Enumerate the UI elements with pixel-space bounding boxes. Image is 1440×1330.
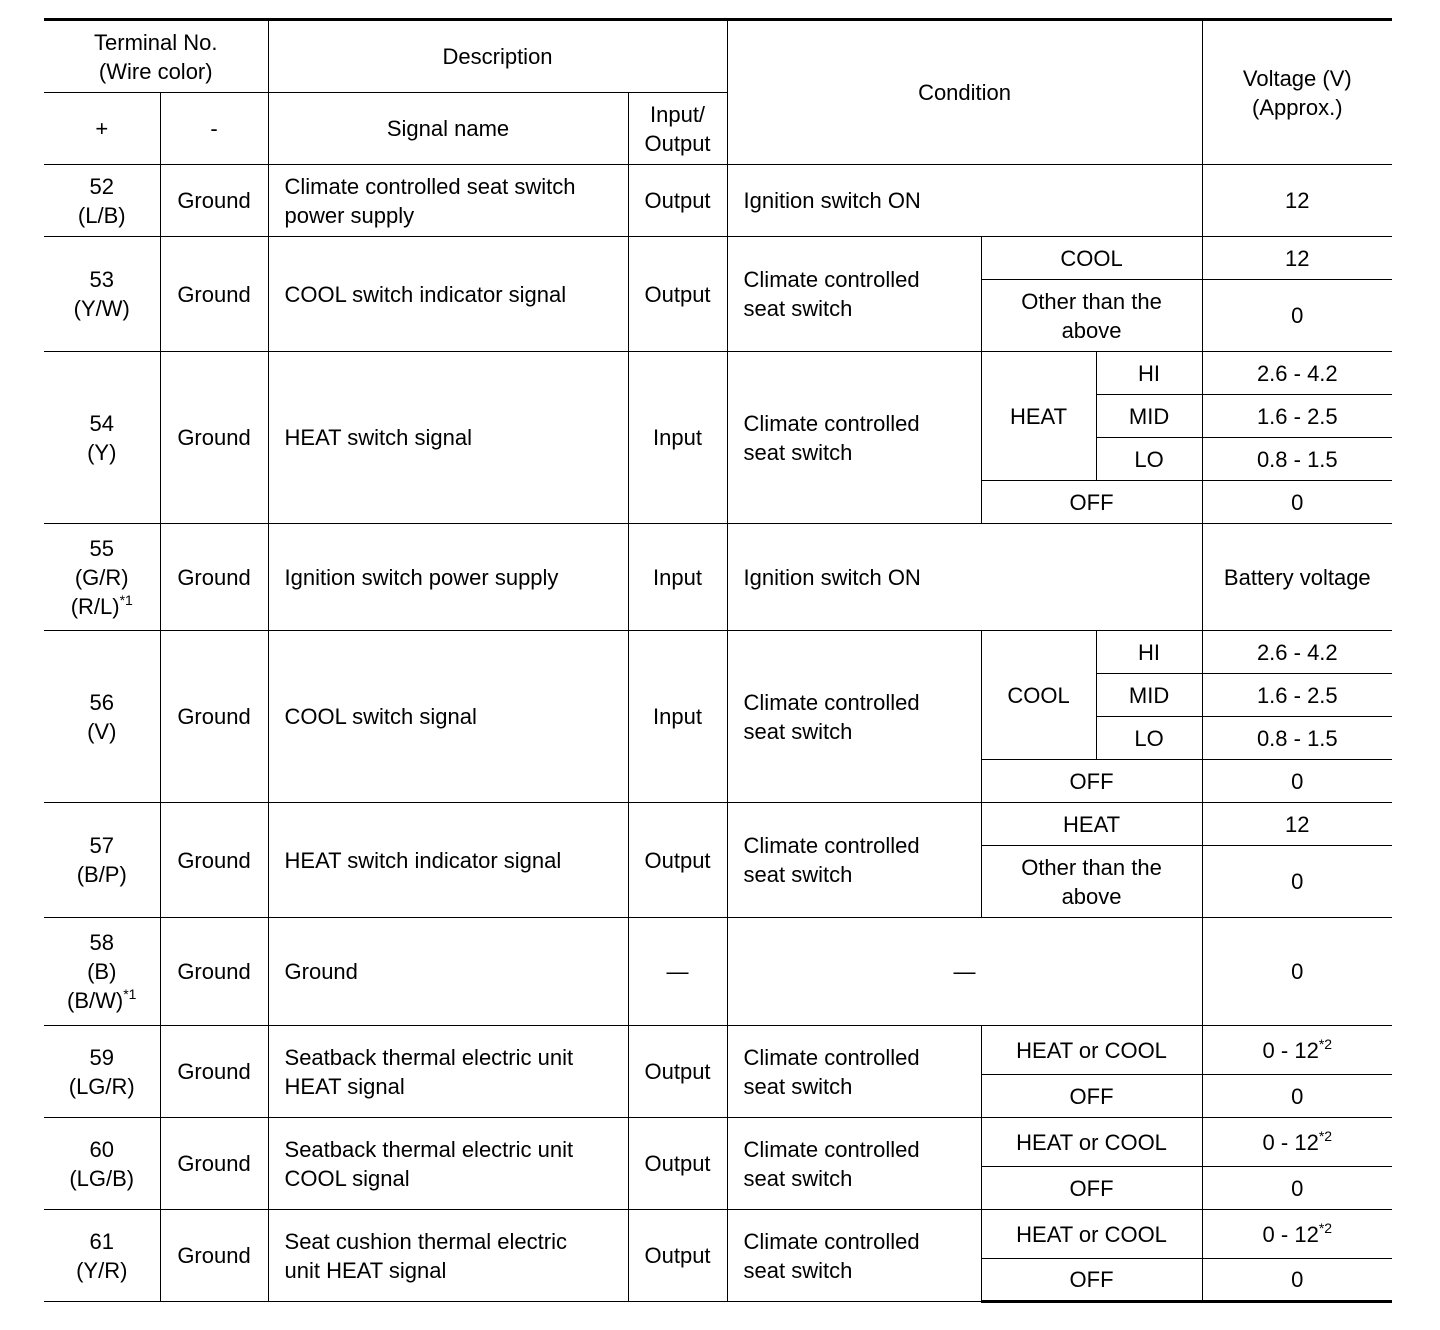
- voltage-cell: [1202, 1210, 1392, 1259]
- state-cell: OFF: [981, 481, 1202, 524]
- signal-name-line-2: unit HEAT signal: [284, 1257, 447, 1283]
- voltage-cell: [1202, 1118, 1392, 1167]
- signal-name-cell: COOL switch indicator signal: [268, 237, 628, 352]
- condition-text-line-2: seat switch: [743, 296, 853, 321]
- signal-name-cell: HEAT switch indicator signal: [268, 803, 628, 918]
- signal-name-cell: Ground: [268, 918, 628, 1026]
- io-header: [628, 93, 727, 165]
- terminal-cell: [44, 1026, 160, 1118]
- signal-name-cell: [268, 1026, 628, 1118]
- ground-cell: Ground: [160, 1026, 268, 1118]
- terminal-number: 52: [89, 173, 114, 199]
- condition-text-line-2: seat switch: [743, 718, 853, 744]
- table-row: [44, 1118, 1392, 1167]
- condition-cell: [727, 803, 981, 918]
- terminal-cell: [44, 237, 160, 352]
- condition-cell: Ignition switch ON: [727, 165, 1202, 237]
- terminal-number: 60: [89, 1136, 114, 1162]
- signal-name: Seatback thermal electric unit: [284, 1044, 574, 1070]
- state-cell: COOL: [981, 237, 1202, 280]
- approx-header-label: (Approx.): [1252, 94, 1343, 120]
- state-cell: OFF: [981, 1167, 1202, 1210]
- wire-color: (Y/R): [76, 1257, 128, 1283]
- condition-cell: [727, 237, 981, 352]
- terminal-header: [44, 20, 268, 93]
- signal-name-cell: [268, 165, 628, 237]
- state-cell: OFF: [981, 760, 1202, 803]
- terminal-number: 55: [89, 535, 114, 561]
- signal-name-header: Signal name: [268, 93, 628, 165]
- level-cell: MID: [1096, 395, 1202, 438]
- terminal-cell: [44, 1210, 160, 1302]
- voltage-cell: 0: [1202, 846, 1392, 918]
- voltage-cell: [1202, 1026, 1392, 1075]
- io-cell: Output: [628, 237, 727, 352]
- voltage-cell: 0: [1202, 280, 1392, 352]
- level-cell: LO: [1096, 717, 1202, 760]
- table-row: [44, 918, 1392, 1026]
- ground-cell: Ground: [160, 631, 268, 803]
- terminal-cell: [44, 524, 160, 631]
- terminal-number: 59: [89, 1044, 114, 1070]
- terminal-header-label: Terminal No.: [94, 29, 218, 55]
- signal-name-cell: COOL switch signal: [268, 631, 628, 803]
- mode-cell: COOL: [981, 631, 1096, 760]
- io-cell: Input: [628, 352, 727, 524]
- terminal-cell: [44, 918, 160, 1026]
- voltage-cell: 0: [1202, 760, 1392, 803]
- ground-cell: Ground: [160, 165, 268, 237]
- io-cell: Output: [628, 165, 727, 237]
- voltage-cell: 0: [1202, 1167, 1392, 1210]
- voltage-cell: 0: [1202, 481, 1392, 524]
- table-row: [44, 631, 1392, 674]
- io-cell: Output: [628, 1210, 727, 1302]
- state-cell: HEAT or COOL: [981, 1210, 1202, 1259]
- wire-color: (LG/R): [68, 1073, 135, 1099]
- wire-color: (Y/W): [73, 296, 130, 321]
- io-cell: Output: [628, 1026, 727, 1118]
- state-text-line-2: above: [1061, 317, 1122, 343]
- condition-cell: —: [727, 918, 1202, 1026]
- terminal-number: 61: [89, 1228, 114, 1254]
- condition-text-line-2: seat switch: [743, 1073, 853, 1099]
- state-cell: [981, 846, 1202, 918]
- wire-color: (V): [87, 718, 117, 744]
- level-cell: LO: [1096, 438, 1202, 481]
- level-cell: MID: [1096, 674, 1202, 717]
- signal-name-cell: Ignition switch power supply: [268, 524, 628, 631]
- condition-text-line-2: seat switch: [743, 862, 853, 887]
- io-cell: Input: [628, 524, 727, 631]
- condition-cell: Ignition switch ON: [727, 524, 1202, 631]
- wire-color-alt-text: (B/W): [67, 988, 124, 1013]
- condition-text: Climate controlled: [743, 267, 920, 292]
- footnote-mark: *2: [1318, 1035, 1333, 1052]
- voltage-value: 0 - 12: [1262, 1221, 1319, 1247]
- voltage-cell: 2.6 - 4.2: [1202, 631, 1392, 674]
- terminal-number: 56: [89, 689, 114, 715]
- wire-color-alt: [44, 986, 160, 1015]
- io-header-label-2: Output: [644, 130, 711, 156]
- io-cell: Input: [628, 631, 727, 803]
- condition-text: Climate controlled: [743, 1228, 920, 1254]
- io-cell: —: [628, 918, 727, 1026]
- table-row: [44, 165, 1392, 237]
- voltage-cell: 1.6 - 2.5: [1202, 395, 1392, 438]
- state-text: Other than the: [1021, 854, 1162, 880]
- state-cell: HEAT: [981, 803, 1202, 846]
- voltage-cell: 0: [1202, 1259, 1392, 1302]
- condition-text: Climate controlled: [743, 1136, 920, 1162]
- signal-name-line-2: power supply: [284, 202, 415, 228]
- wire-color-alt-text: (R/L): [70, 593, 120, 619]
- state-cell: OFF: [981, 1075, 1202, 1118]
- description-header: Description: [268, 20, 727, 93]
- condition-cell: [727, 1210, 981, 1302]
- state-cell: HEAT or COOL: [981, 1118, 1202, 1167]
- footnote-mark: *2: [1318, 1219, 1333, 1236]
- wire-color: (B): [87, 959, 117, 984]
- table-row: [44, 1210, 1392, 1259]
- footnote-mark: *2: [1318, 1127, 1333, 1144]
- condition-cell: [727, 352, 981, 524]
- ground-cell: Ground: [160, 524, 268, 631]
- voltage-value: 0 - 12: [1262, 1037, 1319, 1063]
- ground-cell: Ground: [160, 918, 268, 1026]
- state-text-line-2: above: [1061, 883, 1122, 909]
- ground-cell: Ground: [160, 803, 268, 918]
- table-row: [44, 237, 1392, 280]
- state-cell: OFF: [981, 1259, 1202, 1302]
- signal-name-cell: [268, 1118, 628, 1210]
- signal-name-cell: HEAT switch signal: [268, 352, 628, 524]
- wire-color: (L/B): [77, 202, 126, 228]
- ground-cell: Ground: [160, 352, 268, 524]
- signal-name-cell: [268, 1210, 628, 1302]
- signal-name: Seatback thermal electric unit: [284, 1136, 574, 1162]
- ground-cell: Ground: [160, 1118, 268, 1210]
- signal-name-line-2: COOL signal: [284, 1165, 410, 1191]
- voltage-cell: 0.8 - 1.5: [1202, 717, 1392, 760]
- terminal-number: 57: [89, 833, 114, 858]
- terminal-spec-table: [44, 18, 1392, 1303]
- state-text: Other than the: [1021, 288, 1162, 314]
- voltage-cell: 0: [1202, 918, 1392, 1026]
- plus-header: +: [44, 93, 160, 165]
- ground-cell: Ground: [160, 1210, 268, 1302]
- condition-cell: [727, 631, 981, 803]
- voltage-cell: 0: [1202, 1075, 1392, 1118]
- voltage-header: [1202, 20, 1392, 165]
- table-row: [44, 803, 1392, 846]
- wire-color-header-label: (Wire color): [98, 58, 213, 84]
- condition-cell: [727, 1026, 981, 1118]
- signal-name: Seat cushion thermal electric: [284, 1228, 567, 1254]
- condition-text-line-2: seat switch: [743, 1257, 853, 1283]
- signal-name-line-2: HEAT signal: [284, 1073, 405, 1099]
- footnote-mark: *1: [123, 986, 137, 1002]
- condition-header: Condition: [727, 20, 1202, 165]
- voltage-cell: 0.8 - 1.5: [1202, 438, 1392, 481]
- condition-text: Climate controlled: [743, 410, 920, 436]
- table-row: [44, 352, 1392, 395]
- wire-color: (Y): [87, 439, 117, 465]
- voltage-header-label: Voltage (V): [1242, 65, 1352, 91]
- mode-cell: HEAT: [981, 352, 1096, 481]
- minus-header: -: [160, 93, 268, 165]
- level-cell: HI: [1096, 352, 1202, 395]
- wire-color: (G/R): [74, 564, 129, 590]
- voltage-cell: 12: [1202, 237, 1392, 280]
- terminal-number: 54: [89, 410, 114, 436]
- condition-text: Climate controlled: [743, 1044, 920, 1070]
- wire-color: (B/P): [76, 862, 127, 887]
- io-cell: Output: [628, 803, 727, 918]
- state-cell: [981, 280, 1202, 352]
- level-cell: HI: [1096, 631, 1202, 674]
- voltage-value: 0 - 12: [1262, 1129, 1319, 1155]
- signal-name: Climate controlled seat switch: [284, 173, 576, 199]
- ground-cell: Ground: [160, 237, 268, 352]
- state-cell: HEAT or COOL: [981, 1026, 1202, 1075]
- voltage-cell: 1.6 - 2.5: [1202, 674, 1392, 717]
- table-row: [44, 1026, 1392, 1075]
- header-row-1: [44, 20, 1392, 93]
- voltage-cell: Battery voltage: [1202, 524, 1392, 631]
- condition-text-line-2: seat switch: [743, 1165, 853, 1191]
- terminal-cell: [44, 803, 160, 918]
- terminal-number: 58: [89, 930, 114, 955]
- io-cell: Output: [628, 1118, 727, 1210]
- condition-text: Climate controlled: [743, 833, 920, 858]
- footnote-mark: *1: [119, 591, 133, 608]
- condition-cell: [727, 1118, 981, 1210]
- terminal-cell: [44, 165, 160, 237]
- terminal-cell: [44, 631, 160, 803]
- condition-text: Climate controlled: [743, 689, 920, 715]
- wire-color: (LG/B): [69, 1165, 135, 1191]
- wire-color-alt: [44, 592, 160, 621]
- condition-text-line-2: seat switch: [743, 439, 853, 465]
- voltage-cell: 2.6 - 4.2: [1202, 352, 1392, 395]
- table-row: [44, 524, 1392, 631]
- terminal-cell: [44, 1118, 160, 1210]
- io-header-label: Input/: [650, 101, 706, 127]
- voltage-cell: 12: [1202, 803, 1392, 846]
- voltage-cell: 12: [1202, 165, 1392, 237]
- terminal-cell: [44, 352, 160, 524]
- terminal-number: 53: [89, 267, 114, 292]
